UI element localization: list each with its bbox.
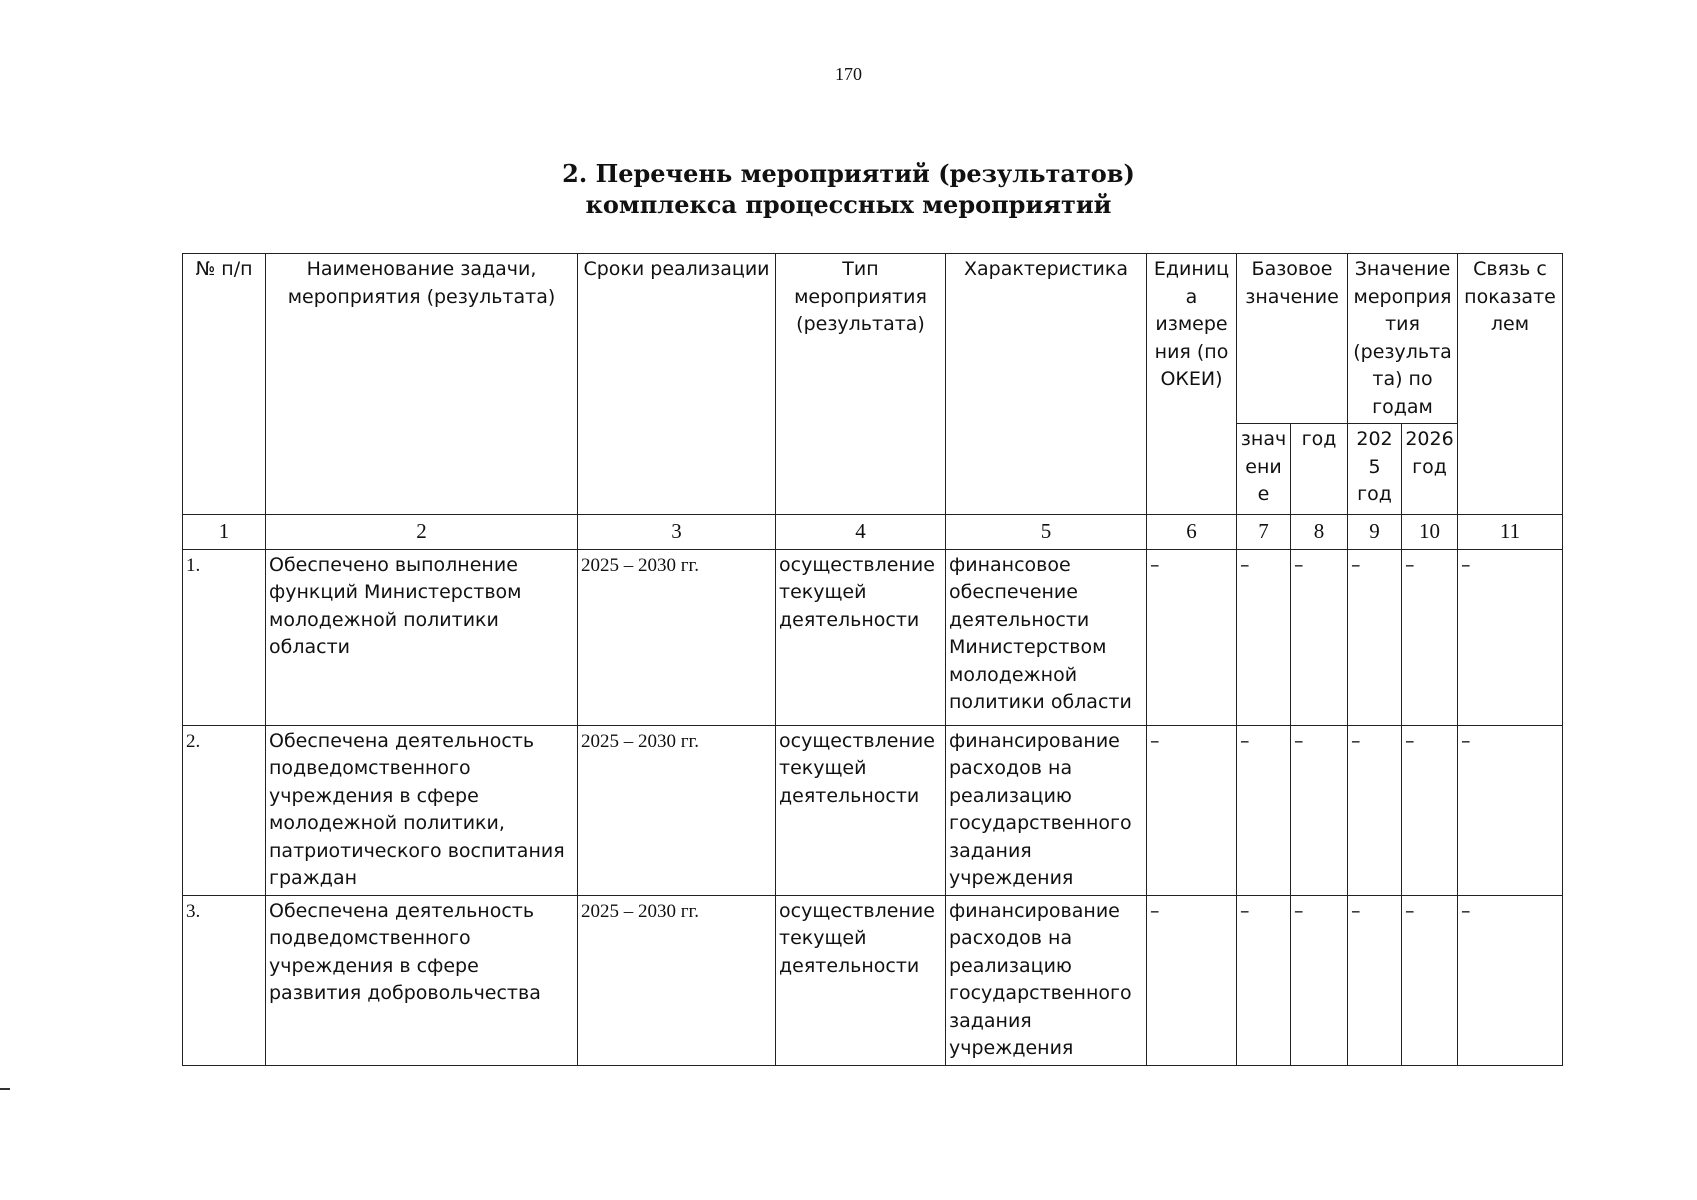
row-base-value: – bbox=[1237, 725, 1291, 895]
row-base-value: – bbox=[1237, 549, 1291, 725]
header-terms: Сроки реализации bbox=[578, 254, 776, 515]
page-number: 170 bbox=[835, 64, 862, 84]
table-row bbox=[183, 549, 1563, 725]
row-terms: 2025 – 2030 гг. bbox=[578, 725, 776, 895]
row-unit: – bbox=[1147, 549, 1237, 725]
column-number: 6 bbox=[1147, 515, 1237, 550]
column-number: 3 bbox=[578, 515, 776, 550]
row-characteristic: финансовое обеспечение деятельности Министерством молодежной политики области bbox=[946, 549, 1147, 725]
row-num: 1. bbox=[183, 549, 266, 725]
column-number: 5 bbox=[946, 515, 1147, 550]
row-task: Обеспечена деятельность подведомственного учреждения в сфере молодежной политики, патриотического воспитания граждан bbox=[266, 725, 578, 895]
header-num: № п/п bbox=[183, 254, 266, 515]
row-base-value: – bbox=[1237, 895, 1291, 1065]
section-heading bbox=[0, 158, 1697, 220]
row-2026: – bbox=[1402, 549, 1458, 725]
row-terms: 2025 – 2030 гг. bbox=[578, 549, 776, 725]
row-2025: – bbox=[1348, 549, 1402, 725]
column-number: 8 bbox=[1291, 515, 1348, 550]
row-terms: 2025 – 2030 гг. bbox=[578, 895, 776, 1065]
column-number: 7 bbox=[1237, 515, 1291, 550]
activities-table bbox=[182, 253, 1563, 1066]
row-link: – bbox=[1458, 549, 1563, 725]
heading-line-1: 2. Перечень мероприятий (результатов) bbox=[562, 159, 1135, 188]
header-base-year: год bbox=[1291, 424, 1348, 515]
row-num: 2. bbox=[183, 725, 266, 895]
header-2025: 2025 год bbox=[1348, 424, 1402, 515]
column-number: 4 bbox=[776, 515, 946, 550]
row-unit: – bbox=[1147, 895, 1237, 1065]
row-task: Обеспечена деятельность подведомственного учреждения в сфере развития добровольчества bbox=[266, 895, 578, 1065]
header-2026: 2026 год bbox=[1402, 424, 1458, 515]
header-characteristic: Характеристика bbox=[946, 254, 1147, 515]
row-unit: – bbox=[1147, 725, 1237, 895]
header-type: Тип мероприятия (результата) bbox=[776, 254, 946, 515]
table-row bbox=[183, 895, 1563, 1065]
row-type: осуществление текущей деятельности bbox=[776, 895, 946, 1065]
row-link: – bbox=[1458, 725, 1563, 895]
table-row bbox=[183, 725, 1563, 895]
header-base: Базовое значение bbox=[1237, 254, 1348, 424]
row-2026: – bbox=[1402, 895, 1458, 1065]
row-characteristic: финансирование расходов на реализацию государственного задания учреждения bbox=[946, 725, 1147, 895]
row-base-year: – bbox=[1291, 895, 1348, 1065]
row-2025: – bbox=[1348, 725, 1402, 895]
header-link: Связь с показателем bbox=[1458, 254, 1563, 515]
header-task: Наименование задачи, мероприятия (результата) bbox=[266, 254, 578, 515]
header-unit: Единица измерения (по ОКЕИ) bbox=[1147, 254, 1237, 515]
row-link: – bbox=[1458, 895, 1563, 1065]
row-type: осуществление текущей деятельности bbox=[776, 549, 946, 725]
scan-margin-mark bbox=[0, 1088, 10, 1090]
header-row-1 bbox=[183, 254, 1563, 424]
header-years-value: Значение мероприятия (результата) по годам bbox=[1348, 254, 1458, 424]
row-num: 3. bbox=[183, 895, 266, 1065]
column-number: 2 bbox=[266, 515, 578, 550]
row-type: осуществление текущей деятельности bbox=[776, 725, 946, 895]
row-task: Обеспечено выполнение функций Министерством молодежной политики области bbox=[266, 549, 578, 725]
column-number: 11 bbox=[1458, 515, 1563, 550]
heading-line-2: комплекса процессных мероприятий bbox=[585, 190, 1112, 219]
row-base-year: – bbox=[1291, 725, 1348, 895]
row-2025: – bbox=[1348, 895, 1402, 1065]
column-number: 1 bbox=[183, 515, 266, 550]
column-number: 10 bbox=[1402, 515, 1458, 550]
header-base-value: значение bbox=[1237, 424, 1291, 515]
row-2026: – bbox=[1402, 725, 1458, 895]
row-base-year: – bbox=[1291, 549, 1348, 725]
column-number: 9 bbox=[1348, 515, 1402, 550]
column-numbers-row bbox=[183, 515, 1563, 550]
row-characteristic: финансирование расходов на реализацию государственного задания учреждения bbox=[946, 895, 1147, 1065]
